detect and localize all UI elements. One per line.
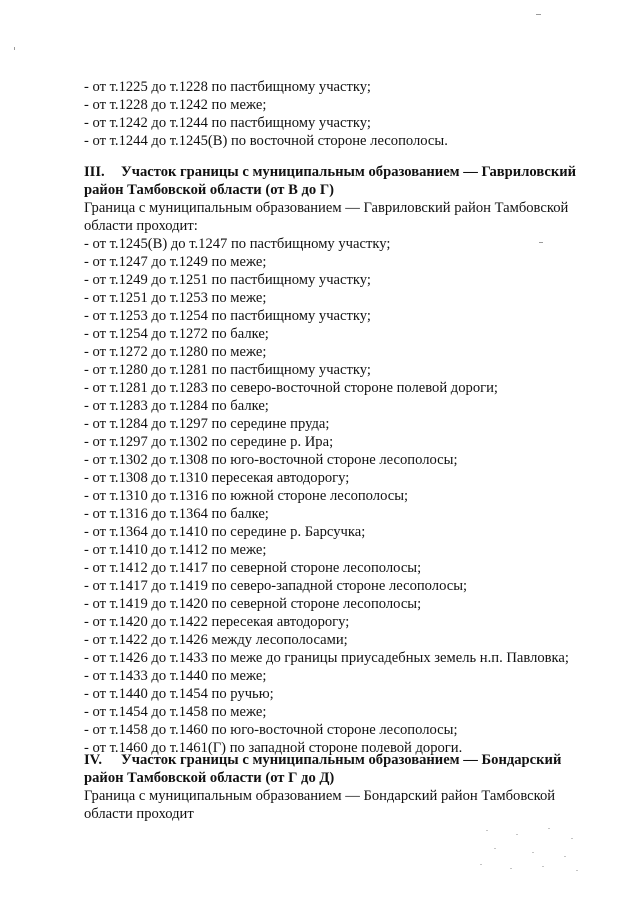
scan-speck bbox=[14, 47, 15, 50]
boundary-line: - от т.1247 до т.1249 по меже; bbox=[84, 254, 267, 270]
scan-speck bbox=[536, 14, 541, 15]
boundary-line: - от т.1280 до т.1281 по пастбищному участку; bbox=[84, 362, 371, 378]
section-iii-heading bbox=[84, 163, 614, 181]
boundary-line: - от т.1419 до т.1420 по северной стороне лесополосы; bbox=[84, 596, 422, 612]
section-intro-cont: области проходит: bbox=[84, 218, 198, 234]
boundary-line: - от т.1420 до т.1422 пересекая автодорогу; bbox=[84, 614, 350, 630]
boundary-line: - от т.1245(В) до т.1247 по пастбищному участку; bbox=[84, 236, 391, 252]
boundary-line: - от т.1454 до т.1458 по меже; bbox=[84, 704, 267, 720]
section-iii bbox=[84, 163, 614, 757]
boundary-line: - от т.1242 до т.1244 по пастбищному участку; bbox=[84, 115, 371, 131]
boundary-line: - от т.1302 до т.1308 по юго-восточной стороне лесополосы; bbox=[84, 452, 458, 468]
scan-smudge bbox=[476, 826, 596, 876]
section-title: Участок границы с муниципальным образованием — Гавриловский bbox=[121, 164, 577, 180]
section-title-cont: район Тамбовской области (от Г до Д) bbox=[84, 770, 335, 786]
section-intro: Граница с муниципальным образованием — Гавриловский район Тамбовской bbox=[84, 200, 569, 216]
boundary-line: - от т.1440 до т.1454 по ручью; bbox=[84, 686, 274, 702]
section-intro: Граница с муниципальным образованием — Бондарский район Тамбовской bbox=[84, 788, 556, 804]
boundary-line: - от т.1417 до т.1419 по северо-западной стороне лесополосы; bbox=[84, 578, 468, 594]
boundary-line: - от т.1410 до т.1412 по меже; bbox=[84, 542, 267, 558]
boundary-line: - от т.1225 до т.1228 по пастбищному участку; bbox=[84, 79, 371, 95]
boundary-line: - от т.1284 до т.1297 по середине пруда; bbox=[84, 416, 330, 432]
section-intro-cont: области проходит bbox=[84, 806, 194, 822]
boundary-line: - от т.1460 до т.1461(Г) по западной стороне полевой дороги. bbox=[84, 740, 463, 756]
section-number: III. bbox=[84, 164, 105, 180]
boundary-line: - от т.1433 до т.1440 по меже; bbox=[84, 668, 267, 684]
boundary-line: - от т.1297 до т.1302 по середине р. Ира; bbox=[84, 434, 334, 450]
boundary-list bbox=[84, 235, 614, 757]
boundary-line: - от т.1426 до т.1433 по меже до границы приусадебных земель н.п. Павловка; bbox=[84, 650, 569, 666]
section-ii-tail bbox=[84, 78, 614, 150]
section-title-cont: район Тамбовской области (от В до Г) bbox=[84, 182, 334, 198]
boundary-line: - от т.1364 до т.1410 по середине р. Барсучка; bbox=[84, 524, 366, 540]
boundary-line: - от т.1254 до т.1272 по балке; bbox=[84, 326, 269, 342]
boundary-line: - от т.1422 до т.1426 между лесополосами; bbox=[84, 632, 348, 648]
boundary-line: - от т.1244 до т.1245(В) по восточной стороне лесополосы. bbox=[84, 133, 448, 149]
boundary-line: - от т.1308 до т.1310 пересекая автодорогу; bbox=[84, 470, 350, 486]
boundary-line: - от т.1412 до т.1417 по северной стороне лесополосы; bbox=[84, 560, 422, 576]
boundary-line: - от т.1272 до т.1280 по меже; bbox=[84, 344, 267, 360]
section-number: IV. bbox=[84, 752, 102, 768]
boundary-line: - от т.1249 до т.1251 по пастбищному участку; bbox=[84, 272, 371, 288]
boundary-line: - от т.1283 до т.1284 по балке; bbox=[84, 398, 269, 414]
boundary-line: - от т.1310 до т.1316 по южной стороне лесополосы; bbox=[84, 488, 409, 504]
section-iv bbox=[84, 751, 614, 823]
boundary-line: - от т.1281 до т.1283 по северо-восточной стороне полевой дороги; bbox=[84, 380, 498, 396]
section-title: Участок границы с муниципальным образованием — Бондарский bbox=[121, 752, 562, 768]
section-iv-heading bbox=[84, 751, 614, 769]
boundary-line: - от т.1316 до т.1364 по балке; bbox=[84, 506, 269, 522]
boundary-line: - от т.1228 до т.1242 по меже; bbox=[84, 97, 267, 113]
boundary-line: - от т.1253 до т.1254 по пастбищному участку; bbox=[84, 308, 371, 324]
boundary-line: - от т.1458 до т.1460 по юго-восточной стороне лесополосы; bbox=[84, 722, 458, 738]
boundary-line: - от т.1251 до т.1253 по меже; bbox=[84, 290, 267, 306]
